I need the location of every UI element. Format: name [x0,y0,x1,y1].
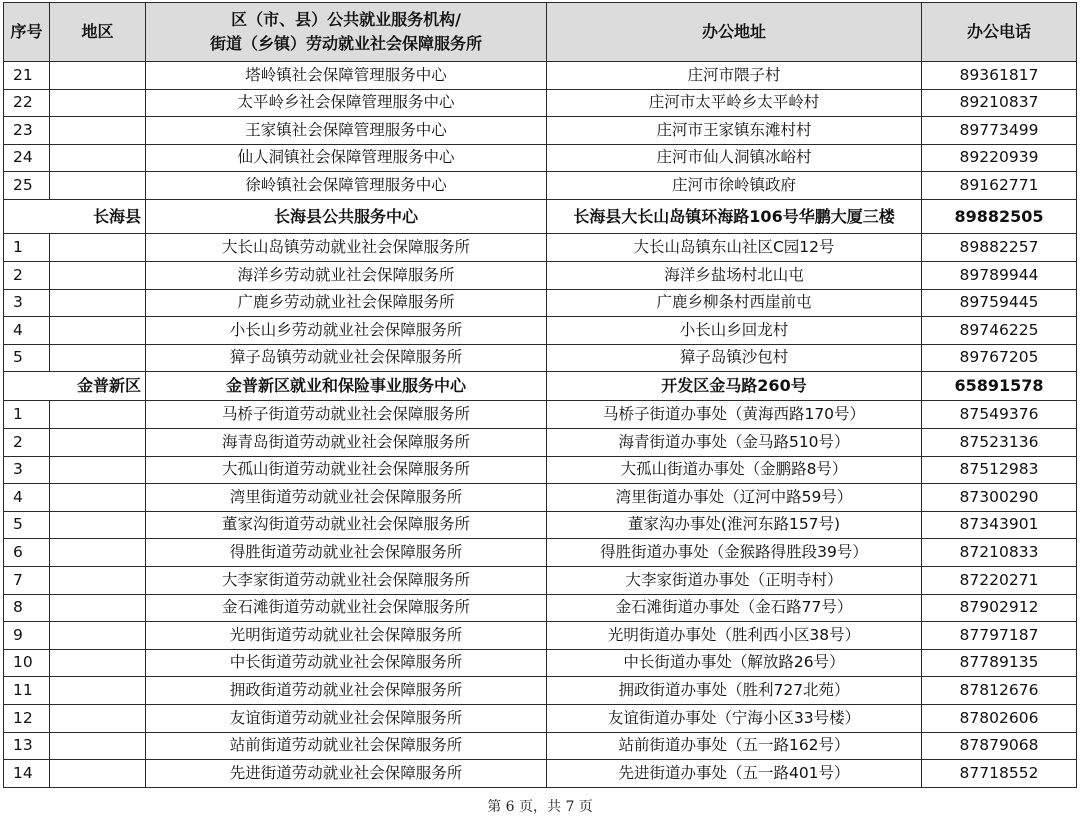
table-row [4,732,1077,760]
region-cell: 金普新区 [4,372,146,401]
phone-cell: 87718552 [922,760,1077,788]
header-org [146,3,547,62]
seq-cell: 8 [4,594,50,622]
table-row [4,704,1077,732]
region-cell [50,622,146,650]
seq-cell: 2 [4,262,50,290]
phone-cell: 89882505 [922,199,1077,234]
region-cell [50,234,146,262]
seq-cell: 1 [4,234,50,262]
seq-cell: 22 [4,89,50,117]
org-cell: 仙人洞镇社会保障管理服务中心 [146,144,547,172]
region-cell [50,429,146,457]
org-cell: 大长山岛镇劳动就业社会保障服务所 [146,234,547,262]
phone-cell: 89220939 [922,144,1077,172]
org-cell: 光明街道劳动就业社会保障服务所 [146,622,547,650]
address-cell: 董家沟办事处(淮河东路157号) [547,511,922,539]
seq-cell: 7 [4,567,50,595]
address-cell: 站前街道办事处（五一路162号） [547,732,922,760]
seq-cell: 4 [4,317,50,345]
phone-cell: 89746225 [922,317,1077,345]
address-cell: 拥政街道办事处（胜利727北苑） [547,677,922,705]
org-cell: 海青岛街道劳动就业社会保障服务所 [146,429,547,457]
region-cell [50,677,146,705]
table-row [4,511,1077,539]
address-cell: 海洋乡盐场村北山屯 [547,262,922,290]
table-row [4,172,1077,200]
table-row [4,89,1077,117]
region-summary-row [4,199,1077,234]
seq-cell: 23 [4,117,50,145]
table-row [4,144,1077,172]
table-row [4,760,1077,788]
region-cell [50,289,146,317]
seq-cell: 4 [4,484,50,512]
seq-cell: 2 [4,429,50,457]
page-footer: 第 6 页，共 7 页 [487,799,593,815]
address-cell: 大李家街道办事处（正明寺村） [547,567,922,595]
phone-cell: 89789944 [922,262,1077,290]
org-cell: 马桥子街道劳动就业社会保障服务所 [146,401,547,429]
phone-cell: 89759445 [922,289,1077,317]
phone-cell: 87523136 [922,429,1077,457]
org-cell: 大孤山街道劳动就业社会保障服务所 [146,456,547,484]
address-cell: 海青街道办事处（金马路510号） [547,429,922,457]
table-row [4,344,1077,372]
seq-cell: 5 [4,511,50,539]
header-org-line2: 街道（乡镇）劳动就业社会保障服务所 [209,34,482,53]
address-cell: 庄河市隈子村 [547,62,922,90]
seq-cell: 10 [4,649,50,677]
address-cell: 庄河市徐岭镇政府 [547,172,922,200]
phone-cell: 89882257 [922,234,1077,262]
address-cell: 广鹿乡柳条村西崖前屯 [547,289,922,317]
address-cell: 金石滩街道办事处（金石路77号） [547,594,922,622]
org-cell: 海洋乡劳动就业社会保障服务所 [146,262,547,290]
phone-cell: 87343901 [922,511,1077,539]
table-row [4,317,1077,345]
address-cell: 得胜街道办事处（金猴路得胜段39号） [547,539,922,567]
org-cell: 小长山乡劳动就业社会保障服务所 [146,317,547,345]
org-cell: 湾里街道劳动就业社会保障服务所 [146,484,547,512]
region-cell [50,172,146,200]
region-cell [50,144,146,172]
address-cell: 庄河市王家镇东滩村村 [547,117,922,145]
seq-cell: 3 [4,456,50,484]
header-phone: 办公电话 [922,3,1077,62]
phone-cell: 89210837 [922,89,1077,117]
org-cell: 太平岭乡社会保障管理服务中心 [146,89,547,117]
seq-cell: 1 [4,401,50,429]
phone-cell: 87789135 [922,649,1077,677]
table-row [4,429,1077,457]
address-cell: 大孤山街道办事处（金鹏路8号） [547,456,922,484]
org-cell: 友谊街道劳动就业社会保障服务所 [146,704,547,732]
region-cell [50,760,146,788]
phone-cell: 89773499 [922,117,1077,145]
phone-cell: 87549376 [922,401,1077,429]
address-cell: 友谊街道办事处（宁海小区33号楼） [547,704,922,732]
phone-cell: 87902912 [922,594,1077,622]
region-cell [50,732,146,760]
org-cell: 长海县公共服务中心 [146,199,547,234]
region-cell [50,262,146,290]
org-cell: 中长街道劳动就业社会保障服务所 [146,649,547,677]
table-row [4,649,1077,677]
region-cell [50,567,146,595]
header-seq: 序号 [4,3,50,62]
table-header-row [4,3,1077,62]
table-row [4,539,1077,567]
service-directory-table [3,2,1077,788]
table-body [4,62,1077,788]
address-cell: 开发区金马路260号 [547,372,922,401]
seq-cell: 5 [4,344,50,372]
table-row [4,117,1077,145]
phone-cell: 89767205 [922,344,1077,372]
table-row [4,567,1077,595]
table-row [4,594,1077,622]
org-cell: 王家镇社会保障管理服务中心 [146,117,547,145]
table-row [4,262,1077,290]
table-row [4,484,1077,512]
org-cell: 得胜街道劳动就业社会保障服务所 [146,539,547,567]
table-row [4,289,1077,317]
address-cell: 中长街道办事处（解放路26号） [547,649,922,677]
region-cell: 长海县 [4,199,146,234]
address-cell: 庄河市仙人洞镇冰峪村 [547,144,922,172]
phone-cell: 87300290 [922,484,1077,512]
seq-cell: 6 [4,539,50,567]
phone-cell: 87797187 [922,622,1077,650]
region-cell [50,317,146,345]
region-cell [50,62,146,90]
address-cell: 獐子岛镇沙包村 [547,344,922,372]
phone-cell: 87802606 [922,704,1077,732]
org-cell: 先进街道劳动就业社会保障服务所 [146,760,547,788]
org-cell: 塔岭镇社会保障管理服务中心 [146,62,547,90]
address-cell: 湾里街道办事处（辽河中路59号） [547,484,922,512]
header-org-line1: 区（市、县）公共就业服务机构/ [231,10,461,29]
table-row [4,622,1077,650]
address-cell: 大长山岛镇东山社区C园12号 [547,234,922,262]
region-cell [50,344,146,372]
seq-cell: 11 [4,677,50,705]
region-cell [50,89,146,117]
org-cell: 董家沟街道劳动就业社会保障服务所 [146,511,547,539]
region-cell [50,649,146,677]
seq-cell: 3 [4,289,50,317]
address-cell: 先进街道办事处（五一路401号） [547,760,922,788]
address-cell: 小长山乡回龙村 [547,317,922,345]
phone-cell: 89162771 [922,172,1077,200]
header-region: 地区 [50,3,146,62]
org-cell: 拥政街道劳动就业社会保障服务所 [146,677,547,705]
seq-cell: 9 [4,622,50,650]
org-cell: 獐子岛镇劳动就业社会保障服务所 [146,344,547,372]
phone-cell: 89361817 [922,62,1077,90]
phone-cell: 87879068 [922,732,1077,760]
table-row [4,677,1077,705]
phone-cell: 87220271 [922,567,1077,595]
phone-cell: 87512983 [922,456,1077,484]
org-cell: 徐岭镇社会保障管理服务中心 [146,172,547,200]
org-cell: 广鹿乡劳动就业社会保障服务所 [146,289,547,317]
seq-cell: 14 [4,760,50,788]
phone-cell: 87210833 [922,539,1077,567]
seq-cell: 25 [4,172,50,200]
region-cell [50,117,146,145]
region-cell [50,401,146,429]
table-row [4,234,1077,262]
header-address: 办公地址 [547,3,922,62]
region-cell [50,704,146,732]
region-cell [50,594,146,622]
region-cell [50,484,146,512]
seq-cell: 24 [4,144,50,172]
seq-cell: 12 [4,704,50,732]
org-cell: 大李家街道劳动就业社会保障服务所 [146,567,547,595]
seq-cell: 13 [4,732,50,760]
seq-cell: 21 [4,62,50,90]
phone-cell: 87812676 [922,677,1077,705]
org-cell: 站前街道劳动就业社会保障服务所 [146,732,547,760]
org-cell: 金石滩街道劳动就业社会保障服务所 [146,594,547,622]
table-row [4,401,1077,429]
phone-cell: 65891578 [922,372,1077,401]
org-cell: 金普新区就业和保险事业服务中心 [146,372,547,401]
address-cell: 长海县大长山岛镇环海路106号华鹏大厦三楼 [547,199,922,234]
region-cell [50,456,146,484]
table-row [4,456,1077,484]
address-cell: 马桥子街道办事处（黄海西路170号） [547,401,922,429]
address-cell: 庄河市太平岭乡太平岭村 [547,89,922,117]
region-cell [50,511,146,539]
table-row [4,62,1077,90]
region-summary-row [4,372,1077,401]
address-cell: 光明街道办事处（胜利西小区38号） [547,622,922,650]
region-cell [50,539,146,567]
